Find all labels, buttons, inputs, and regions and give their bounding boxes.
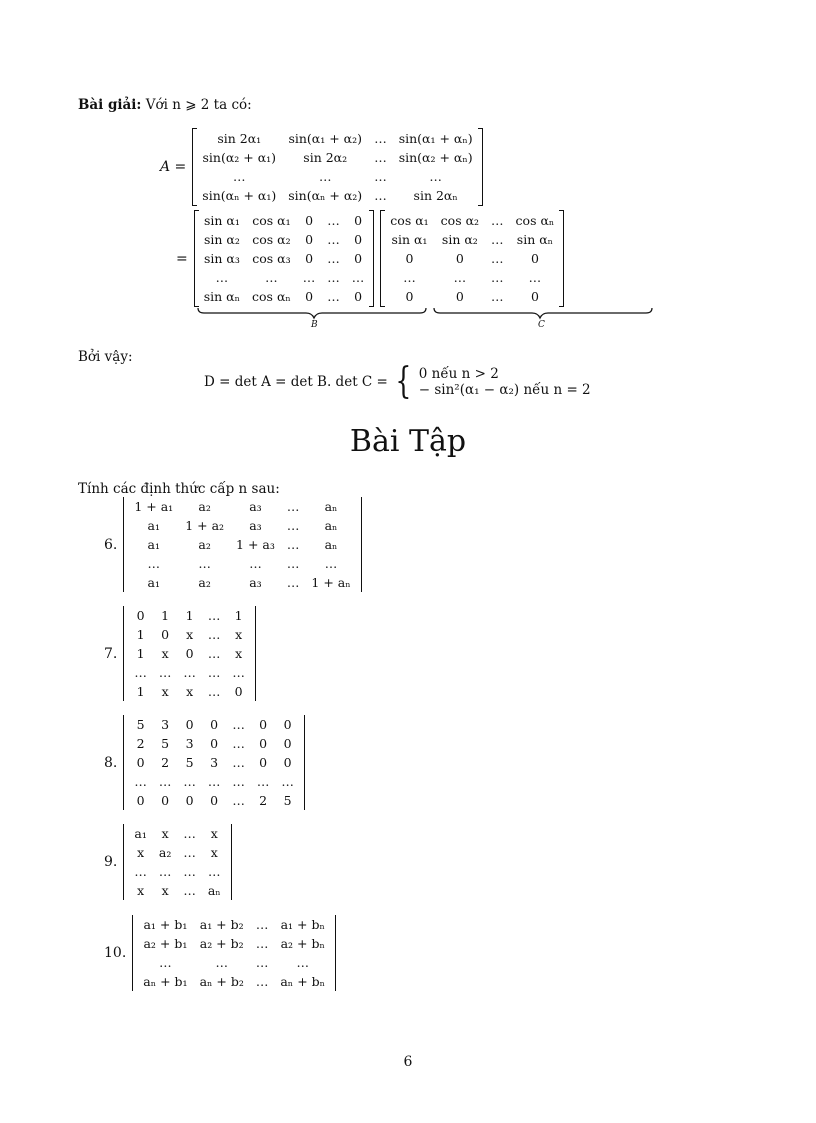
matrix-cell: x bbox=[161, 646, 169, 661]
matrix-cell: … bbox=[232, 665, 245, 680]
matrix-cell: 0 bbox=[185, 793, 194, 808]
matrix-cell: … bbox=[286, 575, 300, 590]
matrix-cell: … bbox=[491, 232, 504, 247]
matrix-cell: … bbox=[232, 774, 245, 789]
matrix-cell: … bbox=[374, 188, 387, 203]
matrix-cell: 0 bbox=[136, 608, 145, 623]
exercise-9-label: 9. bbox=[104, 854, 118, 870]
matrix-cell: … bbox=[327, 232, 340, 247]
matrix-cell: … bbox=[158, 774, 172, 789]
cases-brace: { bbox=[395, 361, 412, 402]
exercise-9-matrix bbox=[128, 824, 226, 900]
matrix-cell: a₂ bbox=[158, 845, 172, 860]
matrix-cell: 5 bbox=[136, 717, 145, 732]
matrix-row bbox=[128, 772, 300, 791]
matrix-cell: x bbox=[161, 883, 169, 898]
matrix-cell: … bbox=[158, 864, 172, 879]
matrix-cell: … bbox=[207, 684, 221, 699]
matrix-cell: … bbox=[183, 845, 196, 860]
matrix-cell: sin 2αₙ bbox=[413, 188, 458, 203]
exercise-10 bbox=[104, 915, 336, 991]
matrix-row bbox=[128, 862, 226, 881]
matrix-bc-equation bbox=[176, 210, 564, 307]
matrix-cell: … bbox=[207, 665, 221, 680]
matrix-row bbox=[198, 211, 371, 230]
matrix-b bbox=[198, 211, 371, 306]
matrix-cell: sin α₁ bbox=[391, 232, 428, 247]
matrix-cell: aₙ bbox=[324, 499, 338, 514]
matrix-cell: a₁ + b₂ bbox=[199, 917, 244, 932]
matrix-cell: … bbox=[183, 883, 196, 898]
matrix-cell: a₃ bbox=[249, 518, 262, 533]
matrix-cell: a₃ bbox=[249, 575, 262, 590]
matrix-cell: 0 bbox=[354, 251, 363, 266]
matrix-cell: cos α₁ bbox=[252, 213, 291, 228]
matrix-cell: … bbox=[374, 131, 387, 146]
matrix-cell: … bbox=[327, 270, 340, 285]
matrix-row bbox=[128, 734, 300, 753]
matrix-cell: … bbox=[255, 974, 269, 989]
brace-label-b: B bbox=[311, 320, 318, 330]
matrix-cell: … bbox=[232, 736, 245, 751]
matrix-cell: 0 bbox=[455, 289, 464, 304]
matrix-cell: sin(αₙ + α₂) bbox=[288, 188, 363, 203]
matrix-cell: a₁ + bₙ bbox=[280, 917, 325, 932]
matrix-cell: 0 bbox=[405, 289, 414, 304]
matrix-cell: … bbox=[403, 270, 416, 285]
matrix-cell: 0 bbox=[455, 251, 464, 266]
case-1: 0 nếu n > 2 bbox=[418, 366, 499, 382]
matrix-cell: sin(α₂ + αₙ) bbox=[398, 150, 473, 165]
matrix-cell: 1 + a₂ bbox=[185, 518, 225, 533]
matrix-row bbox=[128, 824, 226, 843]
exercise-8-determinant bbox=[123, 715, 305, 810]
matrix-cell: … bbox=[232, 717, 245, 732]
matrix-cell: … bbox=[256, 774, 270, 789]
matrix-cell: 0 bbox=[283, 736, 292, 751]
matrix-cell: x bbox=[186, 684, 194, 699]
matrix-cell: cos α₁ bbox=[390, 213, 429, 228]
matrix-cell: … bbox=[351, 270, 365, 285]
exercise-8-label: 8. bbox=[104, 754, 118, 771]
matrix-cell: … bbox=[134, 665, 147, 680]
matrix-cell: … bbox=[207, 608, 221, 623]
matrix-cell: 5 bbox=[185, 755, 194, 770]
matrix-cell: … bbox=[147, 556, 161, 571]
matrix-cell: 0 bbox=[161, 793, 170, 808]
matrix-cell: … bbox=[233, 169, 246, 184]
matrix-cell: … bbox=[302, 270, 316, 285]
matrix-a-bracket bbox=[192, 128, 482, 206]
matrix-cell: 0 bbox=[354, 213, 363, 228]
matrix-cell: a₁ bbox=[147, 518, 161, 533]
matrix-cell: cos αₙ bbox=[252, 289, 291, 304]
section-title: Bài Tập bbox=[349, 424, 467, 459]
matrix-a-label: A = bbox=[160, 159, 187, 175]
matrix-cell: sin(α₁ + α₂) bbox=[288, 131, 362, 146]
matrix-row bbox=[196, 129, 478, 148]
matrix-row bbox=[384, 268, 560, 287]
solution-intro bbox=[78, 97, 252, 113]
matrix-cell: … bbox=[327, 213, 340, 228]
matrix-cell: sin α₃ bbox=[203, 251, 240, 266]
matrix-row bbox=[128, 843, 226, 862]
matrix-cell: 0 bbox=[354, 289, 363, 304]
matrix-cell: … bbox=[183, 826, 196, 841]
conclusion-equation bbox=[204, 361, 591, 402]
matrix-cell: 0 bbox=[161, 627, 170, 642]
matrix-cell: … bbox=[286, 556, 300, 571]
matrix-row bbox=[137, 915, 331, 934]
matrix-cell: a₂ bbox=[198, 537, 211, 552]
matrix-cell: sin(α₂ + α₁) bbox=[202, 150, 277, 165]
matrix-cell: 1 bbox=[185, 608, 194, 623]
matrix-cell: x bbox=[210, 826, 218, 841]
matrix-c bbox=[384, 211, 560, 306]
matrix-cell: 0 bbox=[136, 793, 145, 808]
matrix-row bbox=[137, 934, 331, 953]
matrix-cell: sin αₙ bbox=[203, 289, 241, 304]
matrix-row bbox=[128, 644, 251, 663]
matrix-cell: … bbox=[255, 936, 269, 951]
matrix-cell: … bbox=[134, 774, 147, 789]
matrix-cell: … bbox=[215, 955, 228, 970]
matrix-b-bracket bbox=[194, 210, 375, 307]
matrix-cell: 0 bbox=[530, 289, 539, 304]
matrix-cell: a₂ bbox=[198, 499, 211, 514]
matrix-cell: … bbox=[265, 270, 278, 285]
matrix-cell: 0 bbox=[136, 755, 145, 770]
matrix-row bbox=[137, 953, 331, 972]
solution-heading: Bài giải: bbox=[78, 97, 142, 113]
exercise-9 bbox=[104, 824, 232, 900]
matrix-cell: sin(α₁ + αₙ) bbox=[398, 131, 473, 146]
matrix-row bbox=[128, 715, 300, 734]
matrix-cell: … bbox=[374, 150, 387, 165]
matrix-cell: 0 bbox=[354, 232, 363, 247]
matrix-cell: … bbox=[318, 169, 332, 184]
matrix-cell: 0 bbox=[185, 717, 194, 732]
matrix-cell: … bbox=[491, 289, 504, 304]
matrix-cell: … bbox=[429, 169, 442, 184]
matrix-cell: … bbox=[183, 665, 196, 680]
matrix-cell: … bbox=[215, 270, 229, 285]
matrix-row bbox=[198, 249, 371, 268]
matrix-cell: aₙ bbox=[207, 883, 221, 898]
matrix-cell: 1 bbox=[136, 627, 145, 642]
matrix-cell: 0 bbox=[305, 232, 314, 247]
matrix-cell: … bbox=[158, 665, 172, 680]
matrix-cell: 1 + a₁ bbox=[134, 499, 174, 514]
matrix-cell: … bbox=[198, 556, 211, 571]
matrix-cell: sin αₙ bbox=[516, 232, 554, 247]
matrix-row bbox=[196, 186, 478, 205]
matrix-cell: sin α₁ bbox=[203, 213, 240, 228]
matrix-cell: 2 bbox=[259, 793, 268, 808]
matrix-cell: 0 bbox=[259, 755, 268, 770]
matrix-cell: x bbox=[235, 627, 243, 642]
matrix-cell: x bbox=[186, 627, 194, 642]
matrix-cell: 3 bbox=[161, 717, 170, 732]
matrix-cell: a₂ + b₂ bbox=[199, 936, 244, 951]
matrix-cell: aₙ + b₂ bbox=[199, 974, 244, 989]
brace-label-c: C bbox=[538, 320, 545, 330]
matrix-cell: x bbox=[235, 646, 243, 661]
matrix-row bbox=[128, 554, 356, 573]
exercise-intro: Tính các định thức cấp n sau: bbox=[78, 481, 280, 497]
matrix-cell: … bbox=[134, 864, 147, 879]
underbrace-b bbox=[198, 308, 426, 318]
matrix-cell: … bbox=[286, 537, 300, 552]
matrix-cell: … bbox=[286, 499, 300, 514]
matrix-cell: … bbox=[208, 864, 221, 879]
matrix-cell: … bbox=[232, 755, 245, 770]
exercise-7-determinant bbox=[123, 606, 256, 701]
matrix-cell: … bbox=[249, 556, 262, 571]
matrix-cell: aₙ bbox=[324, 537, 338, 552]
matrix-row bbox=[128, 497, 356, 516]
matrix-cell: … bbox=[286, 518, 300, 533]
matrix-cell: aₙ + b₁ bbox=[143, 974, 188, 989]
matrix-cell: 2 bbox=[136, 736, 145, 751]
matrix-cell: … bbox=[255, 917, 269, 932]
matrix-cell: … bbox=[232, 793, 245, 808]
matrix-row bbox=[137, 972, 331, 991]
matrix-a bbox=[196, 129, 478, 205]
matrix-cell: a₁ bbox=[147, 537, 161, 552]
exercise-10-matrix bbox=[137, 915, 331, 991]
exercise-7 bbox=[104, 606, 256, 701]
matrix-cell: 5 bbox=[161, 736, 170, 751]
matrix-row bbox=[384, 287, 560, 306]
matrix-cell: … bbox=[207, 646, 221, 661]
matrix-row bbox=[128, 573, 356, 592]
matrix-cell: 0 bbox=[210, 717, 219, 732]
matrix-cell: 0 bbox=[405, 251, 414, 266]
matrix-cell: … bbox=[327, 289, 340, 304]
matrix-cell: 0 bbox=[234, 684, 243, 699]
matrix-row bbox=[128, 606, 251, 625]
matrix-cell: x bbox=[161, 826, 169, 841]
matrix-cell: … bbox=[183, 864, 196, 879]
matrix-cell: cos α₂ bbox=[440, 213, 480, 228]
exercise-7-label: 7. bbox=[104, 645, 118, 662]
matrix-cell: 0 bbox=[305, 251, 314, 266]
matrix-cell: 0 bbox=[283, 717, 292, 732]
matrix-cell: x bbox=[137, 845, 145, 860]
cases-list bbox=[419, 366, 591, 398]
underbrace-svg bbox=[196, 306, 656, 320]
exercise-9-determinant bbox=[123, 824, 231, 900]
matrix-cell: cos αₙ bbox=[515, 213, 555, 228]
matrix-cell: … bbox=[491, 270, 504, 285]
matrix-cell: … bbox=[324, 556, 338, 571]
matrix-cell: a₂ bbox=[198, 575, 211, 590]
exercise-7-matrix bbox=[128, 606, 251, 701]
matrix-row bbox=[128, 753, 300, 772]
matrix-cell: … bbox=[327, 251, 340, 266]
matrix-cell: 0 bbox=[210, 736, 219, 751]
matrix-cell: 1 bbox=[136, 684, 145, 699]
matrix-cell: 0 bbox=[210, 793, 219, 808]
matrix-cell: … bbox=[207, 774, 221, 789]
matrix-cell: a₁ bbox=[134, 826, 147, 841]
matrix-cell: 1 + aₙ bbox=[311, 575, 351, 590]
matrix-row bbox=[384, 230, 560, 249]
exercise-6 bbox=[104, 497, 362, 592]
matrix-cell: 2 bbox=[161, 755, 170, 770]
matrix-cell: x bbox=[161, 684, 169, 699]
matrix-cell: sin 2α₂ bbox=[303, 150, 348, 165]
matrix-c-bracket bbox=[380, 210, 564, 307]
page-number: 6 bbox=[403, 1054, 413, 1070]
matrix-cell: 0 bbox=[530, 251, 539, 266]
exercise-10-label: 10. bbox=[104, 945, 127, 961]
matrix-row bbox=[198, 268, 371, 287]
matrix-cell: 3 bbox=[210, 755, 219, 770]
matrix-row bbox=[384, 249, 560, 268]
matrix-cell: a₂ + bₙ bbox=[280, 936, 325, 951]
matrix-cell: … bbox=[255, 955, 269, 970]
matrix-cell: x bbox=[210, 845, 218, 860]
matrix-cell: cos α₃ bbox=[252, 251, 291, 266]
matrix-cell: aₙ + bₙ bbox=[280, 974, 326, 989]
exercise-8 bbox=[104, 715, 305, 810]
matrix-row bbox=[128, 663, 251, 682]
matrix-cell: 1 + a₃ bbox=[236, 537, 275, 552]
matrix-cell: x bbox=[137, 883, 145, 898]
matrix-a-equation bbox=[160, 128, 483, 206]
solution-intro-text: Với n ⩾ 2 ta có: bbox=[145, 97, 252, 113]
matrix-bc-equals: = bbox=[176, 250, 188, 267]
matrix-cell: … bbox=[296, 955, 309, 970]
matrix-cell: 0 bbox=[185, 646, 194, 661]
matrix-cell: … bbox=[183, 774, 196, 789]
matrix-cell: a₂ + b₁ bbox=[143, 936, 188, 951]
matrix-row bbox=[128, 516, 356, 535]
matrix-cell: cos α₂ bbox=[252, 232, 291, 247]
matrix-cell: 0 bbox=[305, 289, 314, 304]
matrix-cell: sin α₂ bbox=[203, 232, 240, 247]
matrix-cell: … bbox=[207, 627, 221, 642]
matrix-row bbox=[198, 230, 371, 249]
matrix-cell: a₃ bbox=[249, 499, 262, 514]
matrix-cell: … bbox=[281, 774, 294, 789]
matrix-cell: … bbox=[453, 270, 467, 285]
matrix-row bbox=[128, 625, 251, 644]
conclusion-lead: Bởi vậy: bbox=[78, 349, 133, 365]
matrix-row bbox=[128, 535, 356, 554]
matrix-cell: 1 bbox=[234, 608, 243, 623]
matrix-row bbox=[128, 881, 226, 900]
conclusion-formula: D = det A = det B. det C = bbox=[204, 374, 388, 390]
matrix-cell: 1 bbox=[161, 608, 170, 623]
matrix-row bbox=[196, 148, 478, 167]
matrix-cell: sin(αₙ + α₁) bbox=[202, 188, 277, 203]
matrix-cell: … bbox=[159, 955, 172, 970]
matrix-row bbox=[196, 167, 478, 186]
matrix-cell: … bbox=[374, 169, 387, 184]
matrix-cell: a₁ bbox=[147, 575, 161, 590]
matrix-cell: 0 bbox=[305, 213, 314, 228]
case-2: − sin²(α₁ − α₂) nếu n = 2 bbox=[418, 382, 591, 398]
matrix-row bbox=[198, 287, 371, 306]
underbrace-c bbox=[434, 308, 652, 318]
exercise-6-matrix bbox=[128, 497, 356, 592]
matrix-cell: 1 bbox=[136, 646, 145, 661]
matrix-row bbox=[128, 682, 251, 701]
matrix-cell: 5 bbox=[283, 793, 292, 808]
exercise-8-matrix bbox=[128, 715, 300, 810]
matrix-cell: … bbox=[528, 270, 542, 285]
matrix-cell: 0 bbox=[259, 736, 268, 751]
matrix-row bbox=[128, 791, 300, 810]
matrix-cell: a₁ + b₁ bbox=[143, 917, 188, 932]
matrix-cell: … bbox=[491, 251, 504, 266]
exercise-6-determinant bbox=[123, 497, 361, 592]
matrix-cell: 0 bbox=[283, 755, 292, 770]
matrix-cell: sin 2α₁ bbox=[217, 131, 262, 146]
matrix-cell: sin α₂ bbox=[441, 232, 478, 247]
matrix-row bbox=[384, 211, 560, 230]
exercise-10-determinant bbox=[132, 915, 336, 991]
exercise-6-label: 6. bbox=[104, 536, 118, 553]
matrix-cell: 3 bbox=[185, 736, 194, 751]
matrix-cell: … bbox=[491, 213, 504, 228]
matrix-cell: aₙ bbox=[324, 518, 338, 533]
matrix-cell: 0 bbox=[259, 717, 268, 732]
